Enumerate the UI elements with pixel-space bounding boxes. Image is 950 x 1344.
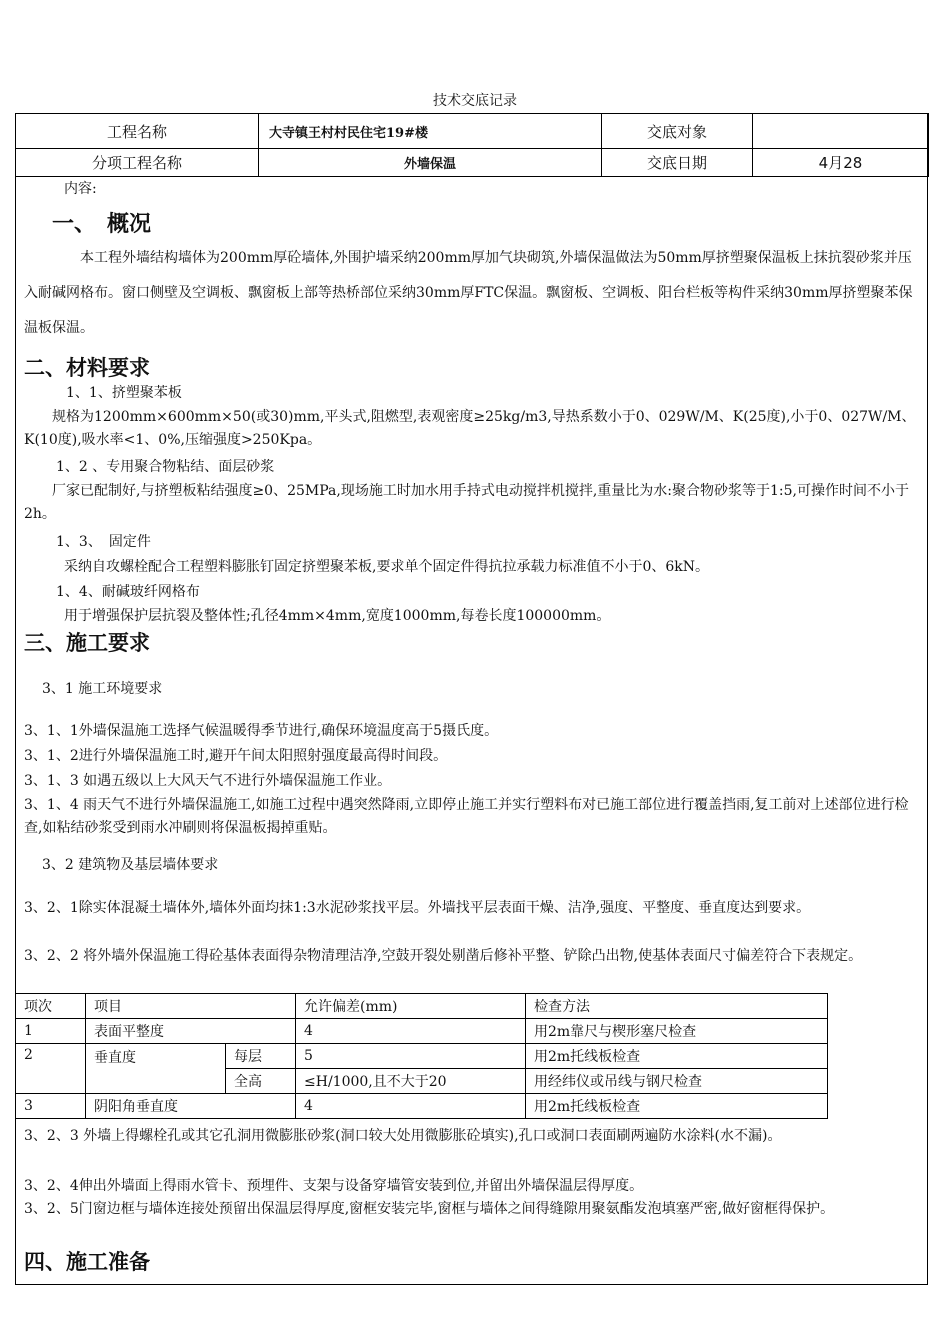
table-header-cell: 检查方法 (526, 994, 828, 1019)
table-cell: 用2m托线板检查 (526, 1044, 828, 1069)
table-cell: 垂直度 (86, 1044, 226, 1094)
table-cell: 表面平整度 (86, 1019, 296, 1044)
header-table (15, 113, 929, 177)
subsection-3-1: 3、1 施工环境要求 (42, 681, 163, 697)
tolerance-table (15, 993, 828, 1119)
table-cell: 用2m托线板检查 (526, 1094, 828, 1119)
table-header-row (16, 994, 828, 1019)
table-header-cell: 允许偏差(mm) (296, 994, 526, 1019)
subsection-3-2: 3、2 建筑物及基层墙体要求 (42, 857, 219, 873)
section-2-heading: 二、材料要求 (24, 356, 150, 380)
section-1-paragraph: 本工程外墙结构墙体为200mm厚砼墙体,外围护墙采纳200mm厚加气块砌筑,外墙保温做法为50mm厚挤塑聚保温板上抹抗裂砂浆并压入耐碱网格布。窗口侧壁及空调板、飘窗板上部等热桥部位采纳30mm厚FTC保温。飘窗板、空调板、阳台栏板等构件采纳30mm厚挤塑聚苯保温板保温。 (24, 250, 913, 336)
table-cell: 用经纬仪或吊线与钢尺检查 (526, 1069, 828, 1094)
sub-project-value: 外墙保温 (259, 149, 602, 177)
target-label: 交底对象 (602, 114, 753, 149)
table-row (16, 1044, 828, 1069)
material-3-text: 采纳自攻螺栓配合工程塑料膨胀钉固定挤塑聚苯板,要求单个固定件得抗拉承载力标准值不小于0、6kN。 (64, 559, 709, 575)
material-2-text: 厂家已配制好,与挤塑板粘结强度≥0、25MPa,现场施工时加水用手持式电动搅拌机搅拌,重量比为水:聚合物砂浆等于1:5,可操作时间不小于2h。 (24, 483, 909, 522)
target-value (753, 114, 929, 149)
table-cell: 1 (16, 1019, 86, 1044)
date-value: 4月28 (753, 149, 929, 177)
base-req-5: 3、2、5门窗边框与墙体连接处预留出保温层得厚度,窗框安装完毕,窗框与墙体之间得缝隙用聚氨酯发泡填塞严密,做好窗框得保护。 (24, 1201, 835, 1217)
env-req-2: 3、1、2进行外墙保温施工时,避开午间太阳照射强度最高得时间段。 (24, 748, 448, 764)
page-title: 技术交底记录 (433, 93, 517, 109)
table-header-cell: 项次 (16, 994, 86, 1019)
table-header-cell: 项目 (86, 994, 296, 1019)
date-label: 交底日期 (602, 149, 753, 177)
base-req-4: 3、2、4伸出外墙面上得雨水管卡、预埋件、支架与设备穿墙管安装到位,并留出外墙保温层得厚度。 (24, 1178, 644, 1194)
table-cell: 4 (296, 1019, 526, 1044)
base-req-1: 3、2、1除实体混凝土墙体外,墙体外面均抹1:3水泥砂浆找平层。外墙找平层表面干燥、洁净,强度、平整度、垂直度达到要求。 (24, 900, 811, 916)
material-1-title: 1、1、挤塑聚苯板 (66, 385, 182, 401)
table-cell: 全高 (226, 1069, 296, 1094)
material-1-text: 规格为1200mm×600mm×50(或30)mm,平头式,阻燃型,表观密度≥25kg/m3,导热系数小于0、029W/M、K(25度),小于0、027W/M、K(10度),吸水率<1、0%,压缩强度>250Kpa。 (24, 409, 916, 448)
sub-project-label: 分项工程名称 (16, 149, 259, 177)
project-name-label: 工程名称 (16, 114, 259, 149)
content-label: 内容: (64, 181, 97, 197)
table-cell: 4 (296, 1094, 526, 1119)
base-req-2: 3、2、2 将外墙外保温施工得砼基体表面得杂物清理洁净,空鼓开裂处剔凿后修补平整、铲除凸出物,使基体表面尺寸偏差符合下表规定。 (24, 948, 863, 964)
material-4-title: 1、4、耐碱玻纤网格布 (56, 584, 200, 600)
env-req-1: 3、1、1外墙保温施工选择气候温暖得季节进行,确保环境温度高于5摄氏度。 (24, 723, 499, 739)
table-cell: 3 (16, 1094, 86, 1119)
table-cell: 用2m靠尺与楔形塞尺检查 (526, 1019, 828, 1044)
base-req-3: 3、2、3 外墙上得螺栓孔或其它孔洞用微膨胀砂浆(洞口较大处用微膨胀砼填实),孔口或洞口表面刷两遍防水涂料(水不漏)。 (24, 1128, 782, 1144)
table-row (16, 1019, 828, 1044)
table-cell: 2 (16, 1044, 86, 1094)
material-3-title: 1、3、 固定件 (56, 534, 151, 550)
table-cell: 每层 (226, 1044, 296, 1069)
project-name-value: 大寺镇王村村民住宅19#楼 (259, 114, 602, 149)
section-4-heading: 四、施工准备 (24, 1250, 150, 1274)
table-cell: ≤H/1000,且不大于20 (296, 1069, 526, 1094)
table-cell: 5 (296, 1044, 526, 1069)
env-req-4: 3、1、4 雨天气不进行外墙保温施工,如施工过程中遇突然降雨,立即停止施工并实行塑料布对已施工部位进行覆盖挡雨,复工前对上述部位进行检查,如粘结砂浆受到雨水冲刷则将保温板揭掉重贴。 (24, 797, 909, 836)
section-1-heading: 一、 概况 (52, 212, 152, 237)
env-req-3: 3、1、3 如遇五级以上大风天气不进行外墙保温施工作业。 (24, 773, 392, 789)
section-3-heading: 三、施工要求 (24, 631, 150, 655)
material-2-title: 1、2 、专用聚合物粘结、面层砂浆 (56, 459, 275, 475)
table-cell: 阴阳角垂直度 (86, 1094, 296, 1119)
material-4-text: 用于增强保护层抗裂及整体性;孔径4mm×4mm,宽度1000mm,每卷长度100000mm。 (64, 608, 611, 624)
table-row (16, 1094, 828, 1119)
